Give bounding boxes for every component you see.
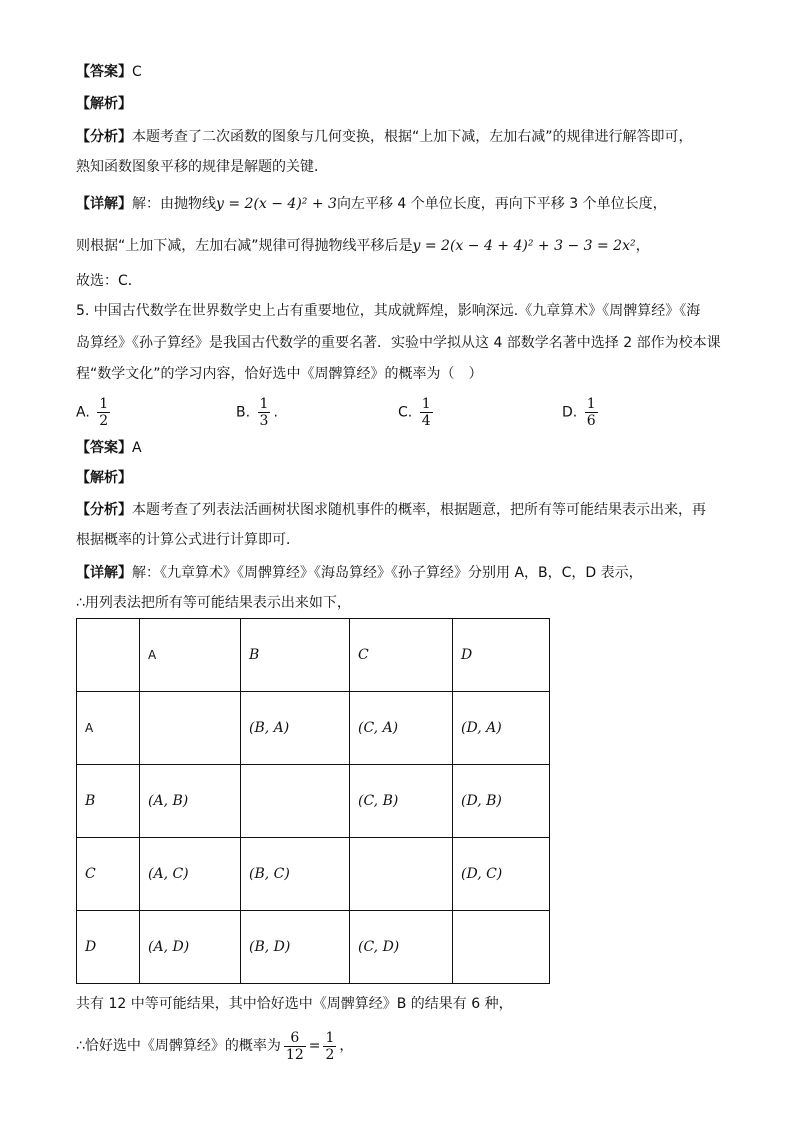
table-cell (453, 911, 550, 984)
fenxi-label: 【分析】 (76, 129, 132, 145)
analysis-5-label: 【解析】 (76, 470, 132, 486)
table-row-header-cell: D (77, 911, 140, 984)
option-c-fraction: $\frac{1}{4}$ (421, 396, 431, 429)
xiangjie-5-line (76, 563, 643, 583)
fenxi-5-text-1: 本题考查了列表法活画树状图求随机事件的概率，根据题意，把所有等可能结果表示出来，再 (132, 502, 706, 518)
total-outcomes-line: 共有 12 中等可能结果，其中恰好选中《周髀算经》B 的结果有 6 种， (76, 996, 513, 1012)
table-row-header-cell: B (77, 765, 140, 838)
table-header-cell: C (350, 619, 453, 692)
table-header-cell: D (453, 619, 550, 692)
answer-5-label: 【答案】 (76, 440, 132, 456)
table-cell: (C, D) (350, 911, 453, 984)
table-cell (241, 765, 350, 838)
list-intro: ∴用列表法把所有等可能结果表示出来如下， (76, 595, 351, 611)
table-cell (350, 838, 453, 911)
table-cell: (A, C) (140, 838, 241, 911)
option-a-fraction: $\frac{1}{2}$ (99, 396, 109, 429)
table-row (77, 911, 550, 984)
option-b: B. $\frac{1}{3}$ . (236, 396, 278, 429)
table-row (77, 838, 550, 911)
fenxi-line-2: 熟知函数图象平移的规律是解题的关键． (76, 159, 328, 175)
rule-line (76, 236, 650, 256)
answer-value: C (132, 64, 142, 80)
table-cell (77, 619, 140, 692)
table-cell: (D, A) (453, 692, 550, 765)
answer-5-value: A (132, 440, 142, 456)
probability-text: ∴恰好选中《周髀算经》的概率为 (76, 1038, 281, 1054)
answer-5-line (76, 438, 142, 458)
xiangjie-text-b: 向左平移 4 个单位长度，再向下平移 3 个单位长度， (336, 196, 667, 212)
fenxi-5-label: 【分析】 (76, 502, 132, 518)
table-cell (140, 692, 241, 765)
option-a: A. $\frac{1}{2}$ (76, 396, 109, 429)
xiangjie-5-text: 解：《九章算术》《周髀算经》《海岛算经》《孙子算经》分别用 A，B，C，D 表示， (132, 565, 643, 581)
probability-line: ∴恰好选中《周髀算经》的概率为 $\frac{6}{12}$ = $\frac{1}{2}$ ， (76, 1029, 354, 1063)
answer-line (76, 62, 142, 82)
option-d-fraction: $\frac{1}{6}$ (586, 396, 596, 429)
analysis-label: 【解析】 (76, 96, 132, 112)
fenxi-5-line-2: 根据概率的计算公式进行计算即可． (76, 532, 300, 548)
xiangjie-label: 【详解】 (76, 196, 132, 212)
table-cell: (A, B) (140, 765, 241, 838)
shifted-formula: y = 2(x − 4 + 4)² + 3 − 3 = 2x² (412, 238, 636, 254)
rule-text-a: 则根据“上加下减，左加右减”规律可得抛物线平移后是 (76, 238, 413, 254)
xiangjie-5-label: 【详解】 (76, 565, 132, 581)
equals-sign: = (308, 1038, 321, 1054)
table-cell: (C, B) (350, 765, 453, 838)
question-5-line-2: 岛算经》《孙子算经》是我国古代数学的重要名著．实验中学拟从这 4 部数学名著中选择 2 部作为校本课 (76, 335, 721, 351)
table-cell: (B, D) (241, 911, 350, 984)
xiangjie-text-a: 解：由抛物线 (132, 196, 216, 212)
fenxi-text-1: 本题考查了二次函数的图象与几何变换，根据“上加下减，左加右减”的规律进行解答即可， (132, 129, 693, 145)
table-cell: (A, D) (140, 911, 241, 984)
rule-text-b: ， (635, 238, 650, 254)
table-cell: (D, C) (453, 838, 550, 911)
table-cell: (D, B) (453, 765, 550, 838)
question-5-line-1: 5. 中国古代数学在世界数学史上占有重要地位，其成就辉煌，影响深远.《九章算术》《周髀算经》《海 (76, 303, 701, 319)
table-cell: (B, C) (241, 838, 350, 911)
table-header-cell: A (140, 619, 241, 692)
fenxi-5-line-1 (76, 500, 706, 520)
table-header-cell: B (241, 619, 350, 692)
table-row-header-cell: A (77, 692, 140, 765)
fraction-6-12: $\frac{6}{12}$ (285, 1029, 304, 1063)
option-d: D. $\frac{1}{6}$ (562, 396, 596, 429)
table-row (77, 692, 550, 765)
fenxi-line-1 (76, 127, 693, 147)
outcome-table (76, 618, 550, 984)
parabola-formula: y = 2(x − 4)² + 3 (216, 196, 337, 212)
option-c: C. $\frac{1}{4}$ (398, 396, 431, 429)
xiangjie-line (76, 194, 667, 214)
choose-line: 故选：C． (76, 273, 142, 289)
option-b-fraction: $\frac{1}{3}$ (259, 396, 269, 429)
table-cell: (B, A) (241, 692, 350, 765)
question-5-line-3: 程“数学文化”的学习内容，恰好选中《周髀算经》的概率为（ ） (76, 366, 483, 382)
table-cell: (C, A) (350, 692, 453, 765)
table-row-header-cell: C (77, 838, 140, 911)
fraction-1-2: $\frac{1}{2}$ (325, 1029, 335, 1063)
answer-label: 【答案】 (76, 64, 132, 80)
table-row (77, 619, 550, 692)
table-row (77, 765, 550, 838)
